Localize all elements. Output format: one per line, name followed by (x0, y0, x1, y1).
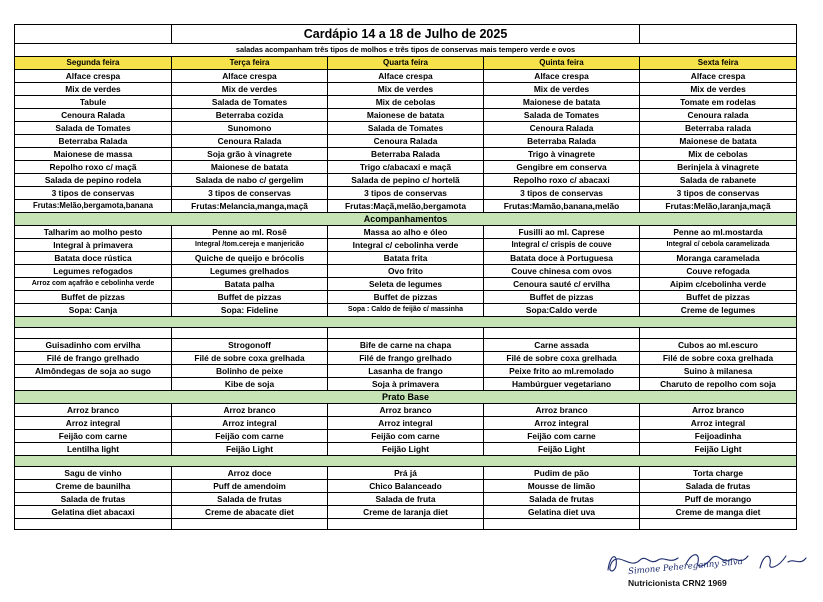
menu-item: Beterraba Ralada (484, 135, 640, 148)
menu-item: Arroz integral (640, 417, 797, 430)
menu-item: Mix de cebolas (328, 96, 484, 109)
menu-item: Mix de verdes (484, 83, 640, 96)
menu-item: Beterraba Ralada (15, 135, 172, 148)
menu-item: Batata doce à Portuguesa (484, 252, 640, 265)
menu-item: Legumes grelhados (172, 265, 328, 278)
menu-item: Bife de carne na chapa (328, 339, 484, 352)
menu-item: Maionese de batata (328, 109, 484, 122)
menu-item: Suino à milanesa (640, 365, 797, 378)
menu-item: Prá já (328, 467, 484, 480)
salad-row (15, 70, 797, 83)
menu-item: Alface crespa (328, 70, 484, 83)
menu-item: Mix de verdes (15, 83, 172, 96)
menu-item: Feijão Light (172, 443, 328, 456)
menu-item: Alface crespa (640, 70, 797, 83)
menu-item: Arroz integral (328, 417, 484, 430)
menu-item: Seleta de legumes (328, 278, 484, 291)
menu-item: Beterraba cozida (172, 109, 328, 122)
menu-item: Salada de frutas (172, 493, 328, 506)
menu-item: Gelatina diet abacaxi (15, 506, 172, 519)
menu-item: Almôndegas de soja ao sugo (15, 365, 172, 378)
menu-item: Cenoura Ralada (484, 122, 640, 135)
menu-title: Cardápio 14 a 18 de Julho de 2025 (172, 25, 640, 44)
side-dish-row (15, 304, 797, 317)
menu-item: Hambúrguer vegetariano (484, 378, 640, 391)
menu-item: Repolho roxo c/ maçã (15, 161, 172, 174)
menu-item: Gengibre em conserva (484, 161, 640, 174)
menu-item: Frutas:Mamão,banana,melão (484, 200, 640, 213)
menu-item: Filé de sobre coxa grelhada (640, 352, 797, 365)
menu-item: Puff de morango (640, 493, 797, 506)
menu-sheet (14, 24, 796, 530)
salad-row (15, 109, 797, 122)
menu-item: Maionese de batata (640, 135, 797, 148)
menu-item: Beterraba ralada (640, 122, 797, 135)
menu-item: Buffet de pizzas (484, 291, 640, 304)
menu-item: Repolho roxo c/ abacaxi (484, 174, 640, 187)
menu-item: Maionese de batata (172, 161, 328, 174)
menu-item: Salada de frutas (484, 493, 640, 506)
menu-item: Salada de pepino rodela (15, 174, 172, 187)
weekday-header-row (15, 57, 797, 70)
blank-cell (640, 25, 797, 44)
menu-item: Alface crespa (15, 70, 172, 83)
nutritionist-signature (600, 548, 810, 600)
menu-item: Batata palha (172, 278, 328, 291)
menu-item: Integral à primavera (15, 239, 172, 252)
salad-row (15, 83, 797, 96)
subtitle-row (15, 44, 797, 57)
weekday-header: Quarta feira (328, 57, 484, 70)
menu-item: Salada de pepino c/ hortelã (328, 174, 484, 187)
blank-cell (172, 519, 328, 530)
menu-item: Salada de frutas (15, 493, 172, 506)
menu-item: Arroz branco (172, 404, 328, 417)
menu-item: Salada de Tomates (172, 96, 328, 109)
title-row (15, 25, 797, 44)
section-spacer (15, 456, 797, 467)
menu-item: Maionese de massa (15, 148, 172, 161)
menu-item: 3 tipos de conservas (328, 187, 484, 200)
menu-item: Sopa: Canja (15, 304, 172, 317)
menu-item: Cenoura sauté c/ ervilha (484, 278, 640, 291)
salad-row (15, 135, 797, 148)
menu-item: Salada de frutas (640, 480, 797, 493)
salad-row (15, 187, 797, 200)
menu-item: Cenoura ralada (640, 109, 797, 122)
menu-item: 3 tipos de conservas (484, 187, 640, 200)
menu-item: Arroz integral (172, 417, 328, 430)
menu-item: Salada de fruta (328, 493, 484, 506)
menu-item: Penne ao ml.mostarda (640, 226, 797, 239)
menu-item: Cubos ao ml.escuro (640, 339, 797, 352)
menu-item: Soja grão à vinagrete (172, 148, 328, 161)
prato-base-section (15, 391, 797, 404)
protein-row (15, 352, 797, 365)
side-dish-row (15, 291, 797, 304)
menu-item: Arroz branco (328, 404, 484, 417)
menu-item: Beterraba Ralada (328, 148, 484, 161)
dessert-row (15, 467, 797, 480)
menu-item: 3 tipos de conservas (15, 187, 172, 200)
menu-item: Peixe frito ao ml.remolado (484, 365, 640, 378)
section-spacer (15, 317, 797, 328)
menu-item: Fusilli ao ml. Caprese (484, 226, 640, 239)
menu-item: Batata doce rústica (15, 252, 172, 265)
menu-item: Salada de Tomates (484, 109, 640, 122)
blank-cell (640, 519, 797, 530)
menu-item: Tomate em rodelas (640, 96, 797, 109)
menu-item: Creme de baunilha (15, 480, 172, 493)
menu-item: Cenoura Ralada (328, 135, 484, 148)
menu-item: Chico Balanceado (328, 480, 484, 493)
menu-item: Integral c/ crispis de couve (484, 239, 640, 252)
menu-item: Charuto de repolho com soja (640, 378, 797, 391)
menu-item: Aipim c/cebolinha verde (640, 278, 797, 291)
base-dish-row (15, 430, 797, 443)
acompanhamentos-section-label: Acompanhamentos (15, 213, 797, 226)
menu-item: Alface crespa (484, 70, 640, 83)
menu-item: Pudim de pão (484, 467, 640, 480)
menu-item: Arroz com açafrão e cebolinha verde (15, 278, 172, 291)
weekday-header: Quinta feira (484, 57, 640, 70)
menu-item: Trigo c/abacaxi e maçã (328, 161, 484, 174)
menu-item: Mix de cebolas (640, 148, 797, 161)
menu-item: Arroz integral (484, 417, 640, 430)
acompanhamentos-section (15, 213, 797, 226)
menu-item: Salada de Tomates (15, 122, 172, 135)
menu-item: Mix de verdes (328, 83, 484, 96)
menu-item: Arroz doce (172, 467, 328, 480)
menu-item: Buffet de pizzas (640, 291, 797, 304)
menu-item: Arroz branco (484, 404, 640, 417)
blank-row (15, 328, 797, 339)
menu-item: Creme de manga diet (640, 506, 797, 519)
menu-item: Couve chinesa com ovos (484, 265, 640, 278)
menu-item: Couve refogada (640, 265, 797, 278)
salad-row (15, 161, 797, 174)
menu-item: Feijão Light (640, 443, 797, 456)
blank-row (15, 519, 797, 530)
menu-item: Frutas:Maçã,melão,bergamota (328, 200, 484, 213)
menu-item: Feijão com carne (328, 430, 484, 443)
menu-item: Creme de legumes (640, 304, 797, 317)
dessert-row (15, 493, 797, 506)
base-dish-row (15, 404, 797, 417)
dessert-row (15, 506, 797, 519)
menu-item: Lentilha light (15, 443, 172, 456)
menu-item: Penne ao ml. Rosê (172, 226, 328, 239)
menu-item: Filé de sobre coxa grelhada (172, 352, 328, 365)
side-dish-row (15, 239, 797, 252)
nutritionist-title: Nutricionista CRN2 1969 (628, 578, 727, 588)
menu-item: Mix de verdes (172, 83, 328, 96)
menu-item: Massa ao alho e óleo (328, 226, 484, 239)
menu-item: Batata frita (328, 252, 484, 265)
menu-subtitle: saladas acompanham três tipos de molhos e três tipos de conservas mais tempero verde e ovos (15, 44, 797, 57)
menu-item: Salada de Tomates (328, 122, 484, 135)
menu-item: Integral c/ cebolinha verde (328, 239, 484, 252)
menu-item: Frutas:Melão,bergamota,banana (15, 200, 172, 213)
menu-item: Moranga caramelada (640, 252, 797, 265)
menu-item: Strogonoff (172, 339, 328, 352)
salad-row (15, 122, 797, 135)
menu-item: Trigo à vinagrete (484, 148, 640, 161)
menu-item: Sopa: Fideline (172, 304, 328, 317)
menu-item: Berinjela à vinagrete (640, 161, 797, 174)
weekday-header: Segunda feira (15, 57, 172, 70)
menu-item: Mousse de limão (484, 480, 640, 493)
menu-item: Cenoura Ralada (172, 135, 328, 148)
menu-item: Arroz branco (640, 404, 797, 417)
salad-row (15, 96, 797, 109)
menu-item: Talharim ao molho pesto (15, 226, 172, 239)
menu-item: Buffet de pizzas (172, 291, 328, 304)
menu-item: Feijão Light (328, 443, 484, 456)
menu-item: Bolinho de peixe (172, 365, 328, 378)
menu-item: Feijão com carne (172, 430, 328, 443)
blank-cell (15, 328, 172, 339)
blank-cell (484, 519, 640, 530)
spacer-cell (15, 456, 797, 467)
menu-item: Feijão com carne (484, 430, 640, 443)
salad-row (15, 200, 797, 213)
blank-cell (484, 328, 640, 339)
menu-item: Soja à primavera (328, 378, 484, 391)
menu-item: Salada de nabo c/ gergelim (172, 174, 328, 187)
menu-item: Alface crespa (172, 70, 328, 83)
blank-cell (15, 519, 172, 530)
menu-item: Feijoadinha (640, 430, 797, 443)
salad-row (15, 148, 797, 161)
menu-item: Integral c/ cebola caramelizada (640, 239, 797, 252)
menu-item: Filé de frango grelhado (328, 352, 484, 365)
protein-row (15, 365, 797, 378)
menu-table (14, 24, 797, 530)
side-dish-row (15, 226, 797, 239)
side-dish-row (15, 278, 797, 291)
weekday-header: Terça feira (172, 57, 328, 70)
menu-item: Frutas:Melão,laranja,maçã (640, 200, 797, 213)
blank-cell (328, 328, 484, 339)
menu-item: Kibe de soja (172, 378, 328, 391)
menu-item: Legumes refogados (15, 265, 172, 278)
menu-item: Integral /tom.cereja e manjericão (172, 239, 328, 252)
menu-item: Creme de abacate diet (172, 506, 328, 519)
menu-item: Feijão Light (484, 443, 640, 456)
blank-cell (172, 328, 328, 339)
signature-name: Simone Pehereganny Silva (627, 557, 744, 577)
menu-item: Torta charge (640, 467, 797, 480)
protein-row (15, 378, 797, 391)
menu-item: Sopa:Caldo verde (484, 304, 640, 317)
menu-item: Tabule (15, 96, 172, 109)
prato-base-section-label: Prato Base (15, 391, 797, 404)
blank-cell (640, 328, 797, 339)
dessert-row (15, 480, 797, 493)
weekday-header: Sexta feira (640, 57, 797, 70)
menu-item: Filé de sobre coxa grelhada (484, 352, 640, 365)
menu-item: Maionese de batata (484, 96, 640, 109)
side-dish-row (15, 252, 797, 265)
menu-item: Carne assada (484, 339, 640, 352)
menu-item: Salada de rabanete (640, 174, 797, 187)
salad-row (15, 174, 797, 187)
menu-item: Sopa : Caldo de feijão c/ massinha (328, 304, 484, 317)
blank-cell (328, 519, 484, 530)
menu-item: Mix de verdes (640, 83, 797, 96)
menu-item: Gelatina diet uva (484, 506, 640, 519)
menu-item: Sagu de vinho (15, 467, 172, 480)
menu-item: Buffet de pizzas (15, 291, 172, 304)
menu-item: Quiche de queijo e brócolis (172, 252, 328, 265)
menu-item (15, 378, 172, 391)
menu-item: 3 tipos de conservas (640, 187, 797, 200)
menu-item: Buffet de pizzas (328, 291, 484, 304)
blank-cell (15, 25, 172, 44)
menu-item: Arroz branco (15, 404, 172, 417)
menu-item: Arroz integral (15, 417, 172, 430)
base-dish-row (15, 417, 797, 430)
menu-item: Creme de laranja diet (328, 506, 484, 519)
menu-item: Feijão com carne (15, 430, 172, 443)
menu-item: 3 tipos de conservas (172, 187, 328, 200)
protein-row (15, 339, 797, 352)
menu-item: Cenoura Ralada (15, 109, 172, 122)
side-dish-row (15, 265, 797, 278)
menu-item: Lasanha de frango (328, 365, 484, 378)
base-dish-row (15, 443, 797, 456)
menu-item: Ovo frito (328, 265, 484, 278)
menu-item: Guisadinho com ervilha (15, 339, 172, 352)
menu-item: Filé de frango grelhado (15, 352, 172, 365)
menu-item: Sunomono (172, 122, 328, 135)
menu-item: Frutas:Melancia,manga,maçã (172, 200, 328, 213)
menu-item: Puff de amendoim (172, 480, 328, 493)
spacer-cell (15, 317, 797, 328)
